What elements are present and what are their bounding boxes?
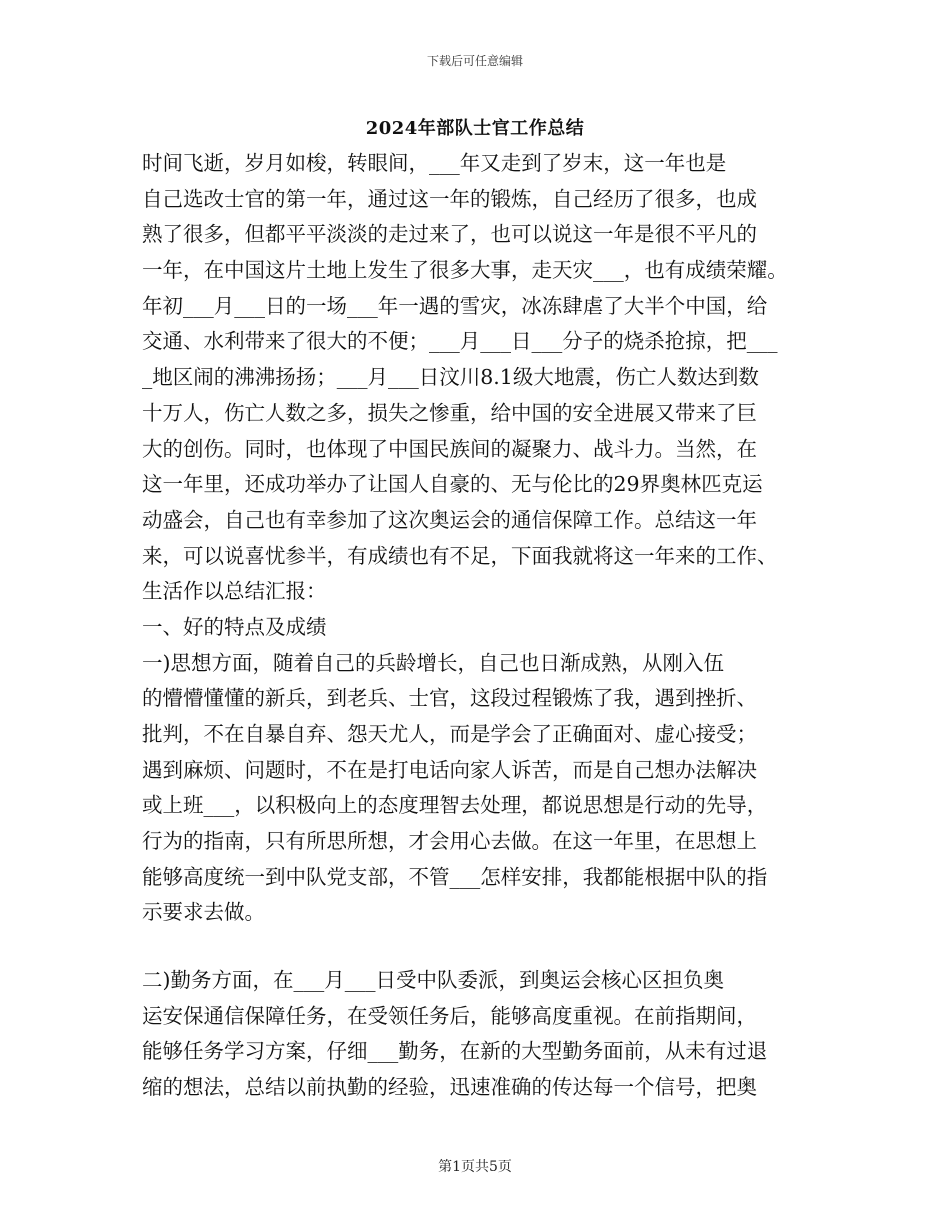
body-text-block-2: [142, 963, 812, 1106]
text-line: 运安保通信保障任务，在受领任务后，能够高度重视。在前指期间，: [142, 1003, 757, 1028]
text-line: 批判，不在自暴自弃、怨天尤人，而是学会了正确面对、虚心接受；: [142, 722, 757, 746]
text-line: 大的创伤。同时，也体现了中国民族间的凝聚力、战斗力。当然，在: [142, 436, 757, 461]
text-line: 二)勤务方面，在___月___日受中队委派，到奥运会核心区担负奥: [142, 968, 724, 992]
text-line: 能够高度统一到中队党支部，不管___怎样安排，我都能根据中队的指: [142, 864, 768, 889]
body-text-block-1: [142, 146, 812, 931]
text-line: 生活作以总结汇报：: [142, 579, 327, 604]
section-heading: 一、好的特点及成绩: [142, 614, 327, 639]
text-line: 动盛会，自己也有幸参加了这次奥运会的通信保障工作。总结这一年: [142, 507, 757, 532]
text-line: 行为的指南，只有所思所想，才会用心去做。在这一年里，在思想上: [142, 829, 757, 854]
text-line: 缩的想法，总结以前执勤的经验，迅速准确的传达每一个信号，把奥: [142, 1075, 757, 1100]
text-line: 示要求去做。: [142, 900, 265, 925]
text-line: 能够任务学习方案，仔细___勤务，在新的大型勤务面前，从未有过退: [142, 1039, 768, 1064]
text-line: 十万人，伤亡人数之多，损失之惨重，给中国的安全进展又带来了巨: [142, 400, 757, 425]
page-number-footer: 第1页共5页: [438, 1159, 512, 1175]
text-line: 一年，在中国这片土地上发生了很多大事，走天灾___，也有成绩荣耀。: [142, 258, 788, 283]
text-line: 这一年里，还成功举办了让国人自豪的、无与伦比的29界奥林匹克运: [142, 472, 763, 497]
page-header-note: 下载后可任意编辑: [426, 54, 523, 68]
text-line: 的懵懵懂懂的新兵，到老兵、士官，这段过程锻炼了我，遇到挫折、: [142, 686, 757, 711]
text-line: _地区闹的沸沸扬扬；___月___日汶川8.1级大地震，伤亡人数达到数: [142, 365, 759, 390]
text-line: 一)思想方面，随着自己的兵龄增长，自己也日渐成熟，从刚入伍: [142, 650, 724, 675]
text-line: 年初___月___日的一场___年一遇的雪灾，冰冻肆虐了大半个中国，给: [142, 293, 768, 318]
text-line: 熟了很多，但都平平淡淡的走过来了，也可以说这一年是很不平凡的: [142, 222, 757, 247]
document-title: 2024年部队士官工作总结: [365, 118, 585, 139]
text-line: 来，可以说喜忧参半，有成绩也有不足，下面我就将这一年来的工作、: [142, 543, 778, 568]
text-line: 遇到麻烦、问题时，不在是打电话向家人诉苦，而是自己想办法解决: [142, 757, 757, 782]
text-line: 或上班___，以积极向上的态度理智去处理，都说思想是行动的先导，: [142, 793, 768, 818]
text-line: 自己选改士官的第一年，通过这一年的锻炼，自己经历了很多，也成: [142, 186, 757, 211]
text-line: 交通、水利带来了很大的不便；___月___日___分子的烧杀抢掠，把___: [142, 329, 778, 354]
text-line: 时间飞逝，岁月如梭，转眼间，___年又走到了岁末，这一年也是: [142, 151, 727, 175]
